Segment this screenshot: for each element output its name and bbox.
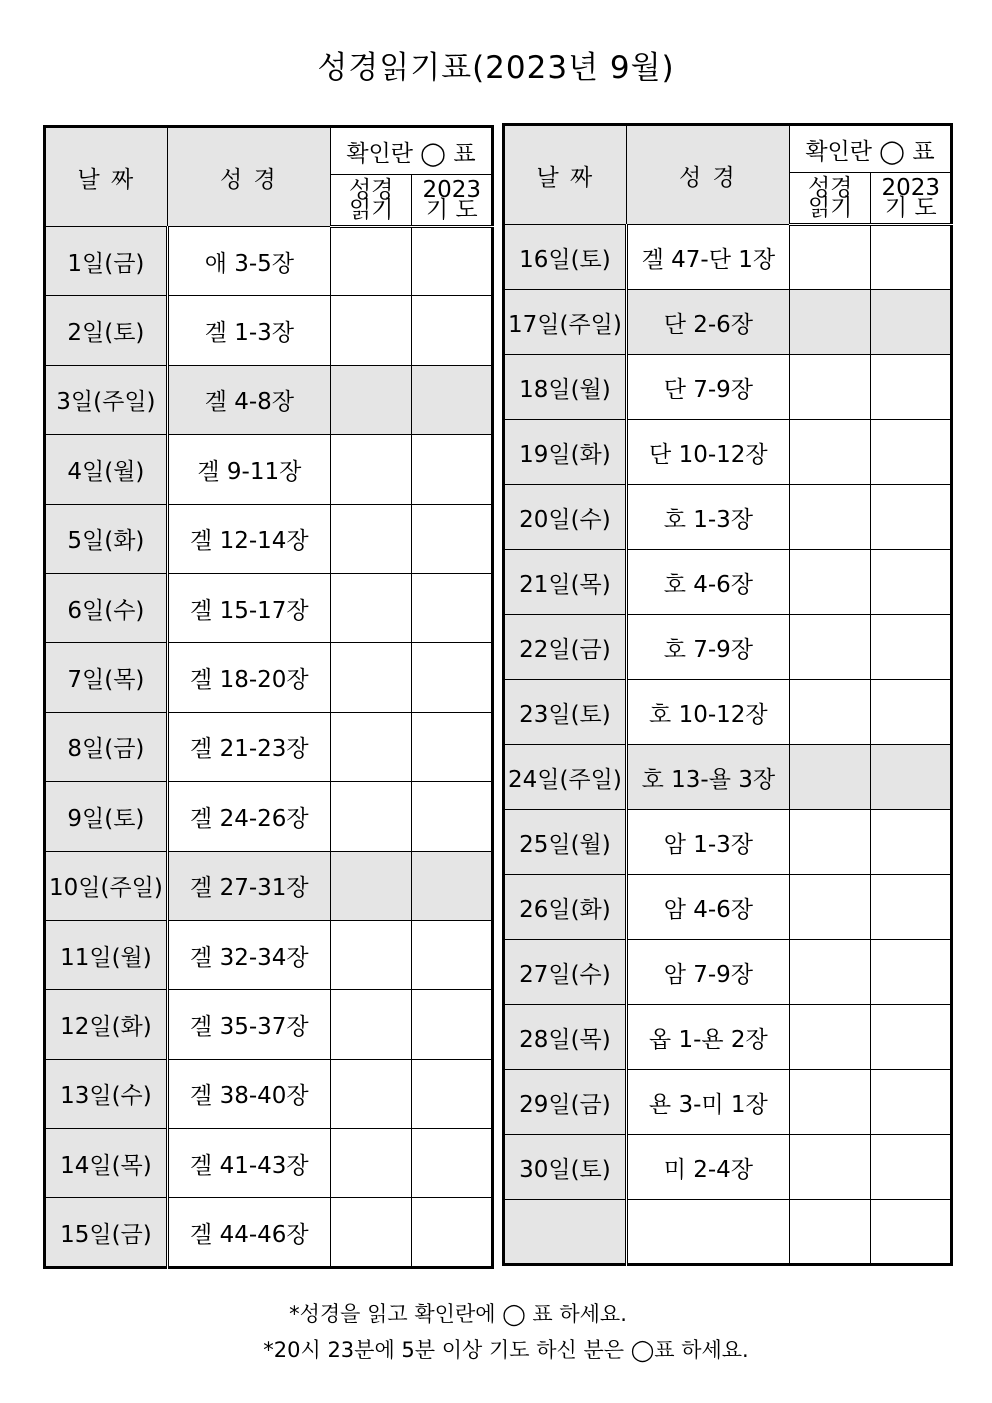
header-confirm: 확인란 ◯ 표: [789, 125, 951, 173]
reading-passage: 호 10-12장: [626, 680, 789, 745]
reading-passage: 암 4-6장: [626, 875, 789, 940]
reading-check-cell[interactable]: [330, 435, 412, 504]
reading-check-cell[interactable]: [330, 573, 412, 642]
reading-check-cell[interactable]: [789, 485, 871, 550]
reading-check-cell[interactable]: [330, 1129, 412, 1198]
prayer-check-cell[interactable]: [412, 990, 493, 1059]
prayer-check-cell[interactable]: [412, 227, 493, 296]
reading-check-cell[interactable]: [330, 365, 412, 434]
day-date: [504, 1200, 627, 1265]
reading-check-cell[interactable]: [330, 990, 412, 1059]
day-date: 29일(금): [504, 1070, 627, 1135]
header-prayer: 2023 기 도: [412, 175, 493, 227]
table-row: [504, 1070, 952, 1135]
table-row: [45, 573, 493, 642]
reading-passage: 겔 41-43장: [167, 1129, 330, 1198]
header-confirm: 확인란 ◯ 표: [330, 127, 492, 175]
day-date: 6일(수): [45, 573, 168, 642]
table-row: [504, 485, 952, 550]
prayer-check-cell[interactable]: [412, 1059, 493, 1128]
prayer-check-cell[interactable]: [871, 420, 952, 485]
table-row: [45, 643, 493, 712]
day-date: 17일(주일): [504, 290, 627, 355]
table-row: [45, 920, 493, 989]
day-date: 22일(금): [504, 615, 627, 680]
table-row: [45, 1059, 493, 1128]
schedule-body-left: [45, 127, 493, 1268]
header-bible: 성 경: [167, 127, 330, 227]
prayer-check-cell[interactable]: [871, 485, 952, 550]
day-date: 30일(토): [504, 1135, 627, 1200]
header-date: 날 짜: [504, 125, 627, 225]
header-prayer: 2023 기 도: [871, 173, 952, 225]
page-title: 성경읽기표(2023년 9월): [317, 50, 675, 86]
prayer-check-cell[interactable]: [871, 745, 952, 810]
prayer-check-cell[interactable]: [412, 712, 493, 781]
reading-passage: 미 2-4장: [626, 1135, 789, 1200]
reading-check-cell[interactable]: [789, 680, 871, 745]
reading-check-cell[interactable]: [330, 1198, 412, 1267]
reading-check-cell[interactable]: [789, 615, 871, 680]
prayer-check-cell[interactable]: [871, 355, 952, 420]
prayer-check-cell[interactable]: [871, 875, 952, 940]
table-row: [45, 851, 493, 920]
table-row: [45, 712, 493, 781]
reading-passage: 애 3-5장: [167, 227, 330, 296]
reading-check-cell[interactable]: [330, 920, 412, 989]
prayer-check-cell[interactable]: [412, 643, 493, 712]
prayer-check-cell[interactable]: [871, 1005, 952, 1070]
reading-check-cell[interactable]: [330, 1059, 412, 1128]
table-row: [45, 365, 493, 434]
reading-check-cell[interactable]: [789, 290, 871, 355]
reading-passage: 겔 44-46장: [167, 1198, 330, 1267]
prayer-check-cell[interactable]: [871, 810, 952, 875]
reading-check-cell[interactable]: [789, 940, 871, 1005]
reading-passage: 호 7-9장: [626, 615, 789, 680]
reading-passage: 겔 35-37장: [167, 990, 330, 1059]
table-row: [504, 1005, 952, 1070]
reading-check-cell[interactable]: [330, 851, 412, 920]
reading-check-cell[interactable]: [330, 296, 412, 365]
reading-passage: 겔 9-11장: [167, 435, 330, 504]
table-row: [504, 810, 952, 875]
day-date: 10일(주일): [45, 851, 168, 920]
reading-check-cell[interactable]: [330, 643, 412, 712]
day-date: 20일(수): [504, 485, 627, 550]
table-row: [504, 680, 952, 745]
day-date: 21일(목): [504, 550, 627, 615]
note-prayer: *20시 23분에 5분 이상 기도 하신 분은 ◯표 하세요.: [263, 1338, 749, 1362]
reading-check-cell[interactable]: [789, 1200, 871, 1265]
schedule-table-right: [502, 123, 953, 1266]
reading-passage: 단 2-6장: [626, 290, 789, 355]
prayer-check-cell[interactable]: [412, 1129, 493, 1198]
prayer-check-cell[interactable]: [412, 782, 493, 851]
reading-passage: 겔 4-8장: [167, 365, 330, 434]
prayer-check-cell[interactable]: [412, 435, 493, 504]
reading-passage: 겔 47-단 1장: [626, 225, 789, 290]
schedule-table-left: [43, 125, 494, 1269]
day-date: 25일(월): [504, 810, 627, 875]
table-row: [45, 1198, 493, 1267]
prayer-check-cell[interactable]: [871, 615, 952, 680]
reading-passage: 호 1-3장: [626, 485, 789, 550]
day-date: 2일(토): [45, 296, 168, 365]
day-date: 16일(토): [504, 225, 627, 290]
table-row: [504, 290, 952, 355]
schedule-body-right: [504, 125, 952, 1265]
reading-passage: 겔 15-17장: [167, 573, 330, 642]
reading-passage: [626, 1200, 789, 1265]
day-date: 11일(월): [45, 920, 168, 989]
prayer-check-cell[interactable]: [871, 225, 952, 290]
prayer-check-cell[interactable]: [412, 920, 493, 989]
day-date: 1일(금): [45, 227, 168, 296]
prayer-check-cell[interactable]: [412, 504, 493, 573]
reading-passage: 욘 3-미 1장: [626, 1070, 789, 1135]
header-date: 날 짜: [45, 127, 168, 227]
day-date: 9일(토): [45, 782, 168, 851]
prayer-check-cell[interactable]: [412, 1198, 493, 1267]
prayer-check-cell[interactable]: [412, 365, 493, 434]
table-row: [45, 435, 493, 504]
header-reading: 성경 읽기: [330, 175, 412, 227]
prayer-check-cell[interactable]: [412, 851, 493, 920]
prayer-check-cell[interactable]: [871, 680, 952, 745]
table-row: [504, 1200, 952, 1265]
day-date: 15일(금): [45, 1198, 168, 1267]
reading-check-cell[interactable]: [789, 875, 871, 940]
reading-check-cell[interactable]: [330, 504, 412, 573]
reading-passage: 겔 18-20장: [167, 643, 330, 712]
reading-passage: 겔 32-34장: [167, 920, 330, 989]
note-confirm: *성경을 읽고 확인란에 ◯ 표 하세요.: [289, 1302, 627, 1326]
reading-passage: 겔 24-26장: [167, 782, 330, 851]
prayer-check-cell[interactable]: [871, 550, 952, 615]
table-row: [45, 1129, 493, 1198]
day-date: 27일(수): [504, 940, 627, 1005]
day-date: 13일(수): [45, 1059, 168, 1128]
reading-check-cell[interactable]: [789, 1135, 871, 1200]
day-date: 3일(주일): [45, 365, 168, 434]
prayer-check-cell[interactable]: [412, 573, 493, 642]
reading-passage: 옵 1-욘 2장: [626, 1005, 789, 1070]
table-row: [504, 615, 952, 680]
day-date: 5일(화): [45, 504, 168, 573]
prayer-check-cell[interactable]: [412, 296, 493, 365]
day-date: 28일(목): [504, 1005, 627, 1070]
day-date: 8일(금): [45, 712, 168, 781]
reading-check-cell[interactable]: [789, 420, 871, 485]
prayer-check-cell[interactable]: [871, 1135, 952, 1200]
day-date: 23일(토): [504, 680, 627, 745]
prayer-check-cell[interactable]: [871, 1200, 952, 1265]
reading-check-cell[interactable]: [789, 1005, 871, 1070]
table-row: [504, 225, 952, 290]
reading-passage: 겔 12-14장: [167, 504, 330, 573]
reading-passage: 암 7-9장: [626, 940, 789, 1005]
header-bible: 성 경: [626, 125, 789, 225]
day-date: 14일(목): [45, 1129, 168, 1198]
reading-check-cell[interactable]: [789, 355, 871, 420]
table-row: [45, 782, 493, 851]
table-row: [504, 1135, 952, 1200]
reading-check-cell[interactable]: [330, 782, 412, 851]
day-date: 18일(월): [504, 355, 627, 420]
reading-passage: 호 4-6장: [626, 550, 789, 615]
table-row: [504, 550, 952, 615]
reading-passage: 호 13-욜 3장: [626, 745, 789, 810]
reading-check-cell[interactable]: [789, 225, 871, 290]
reading-check-cell[interactable]: [789, 550, 871, 615]
reading-passage: 단 7-9장: [626, 355, 789, 420]
table-row: [45, 504, 493, 573]
table-row: [45, 990, 493, 1059]
table-row: [504, 940, 952, 1005]
day-date: 7일(목): [45, 643, 168, 712]
reading-passage: 단 10-12장: [626, 420, 789, 485]
table-row: [45, 296, 493, 365]
reading-passage: 암 1-3장: [626, 810, 789, 875]
prayer-check-cell[interactable]: [871, 1070, 952, 1135]
day-date: 19일(화): [504, 420, 627, 485]
reading-check-cell[interactable]: [330, 712, 412, 781]
prayer-check-cell[interactable]: [871, 290, 952, 355]
table-row: [504, 355, 952, 420]
reading-passage: 겔 38-40장: [167, 1059, 330, 1128]
reading-passage: 겔 27-31장: [167, 851, 330, 920]
table-row: [45, 227, 493, 296]
table-row: [504, 745, 952, 810]
reading-check-cell[interactable]: [789, 745, 871, 810]
table-row: [504, 875, 952, 940]
reading-passage: 겔 21-23장: [167, 712, 330, 781]
reading-check-cell[interactable]: [789, 810, 871, 875]
reading-check-cell[interactable]: [789, 1070, 871, 1135]
day-date: 12일(화): [45, 990, 168, 1059]
reading-check-cell[interactable]: [330, 227, 412, 296]
header-reading: 성경 읽기: [789, 173, 871, 225]
prayer-check-cell[interactable]: [871, 940, 952, 1005]
day-date: 4일(월): [45, 435, 168, 504]
table-row: [504, 420, 952, 485]
day-date: 26일(화): [504, 875, 627, 940]
reading-passage: 겔 1-3장: [167, 296, 330, 365]
day-date: 24일(주일): [504, 745, 627, 810]
